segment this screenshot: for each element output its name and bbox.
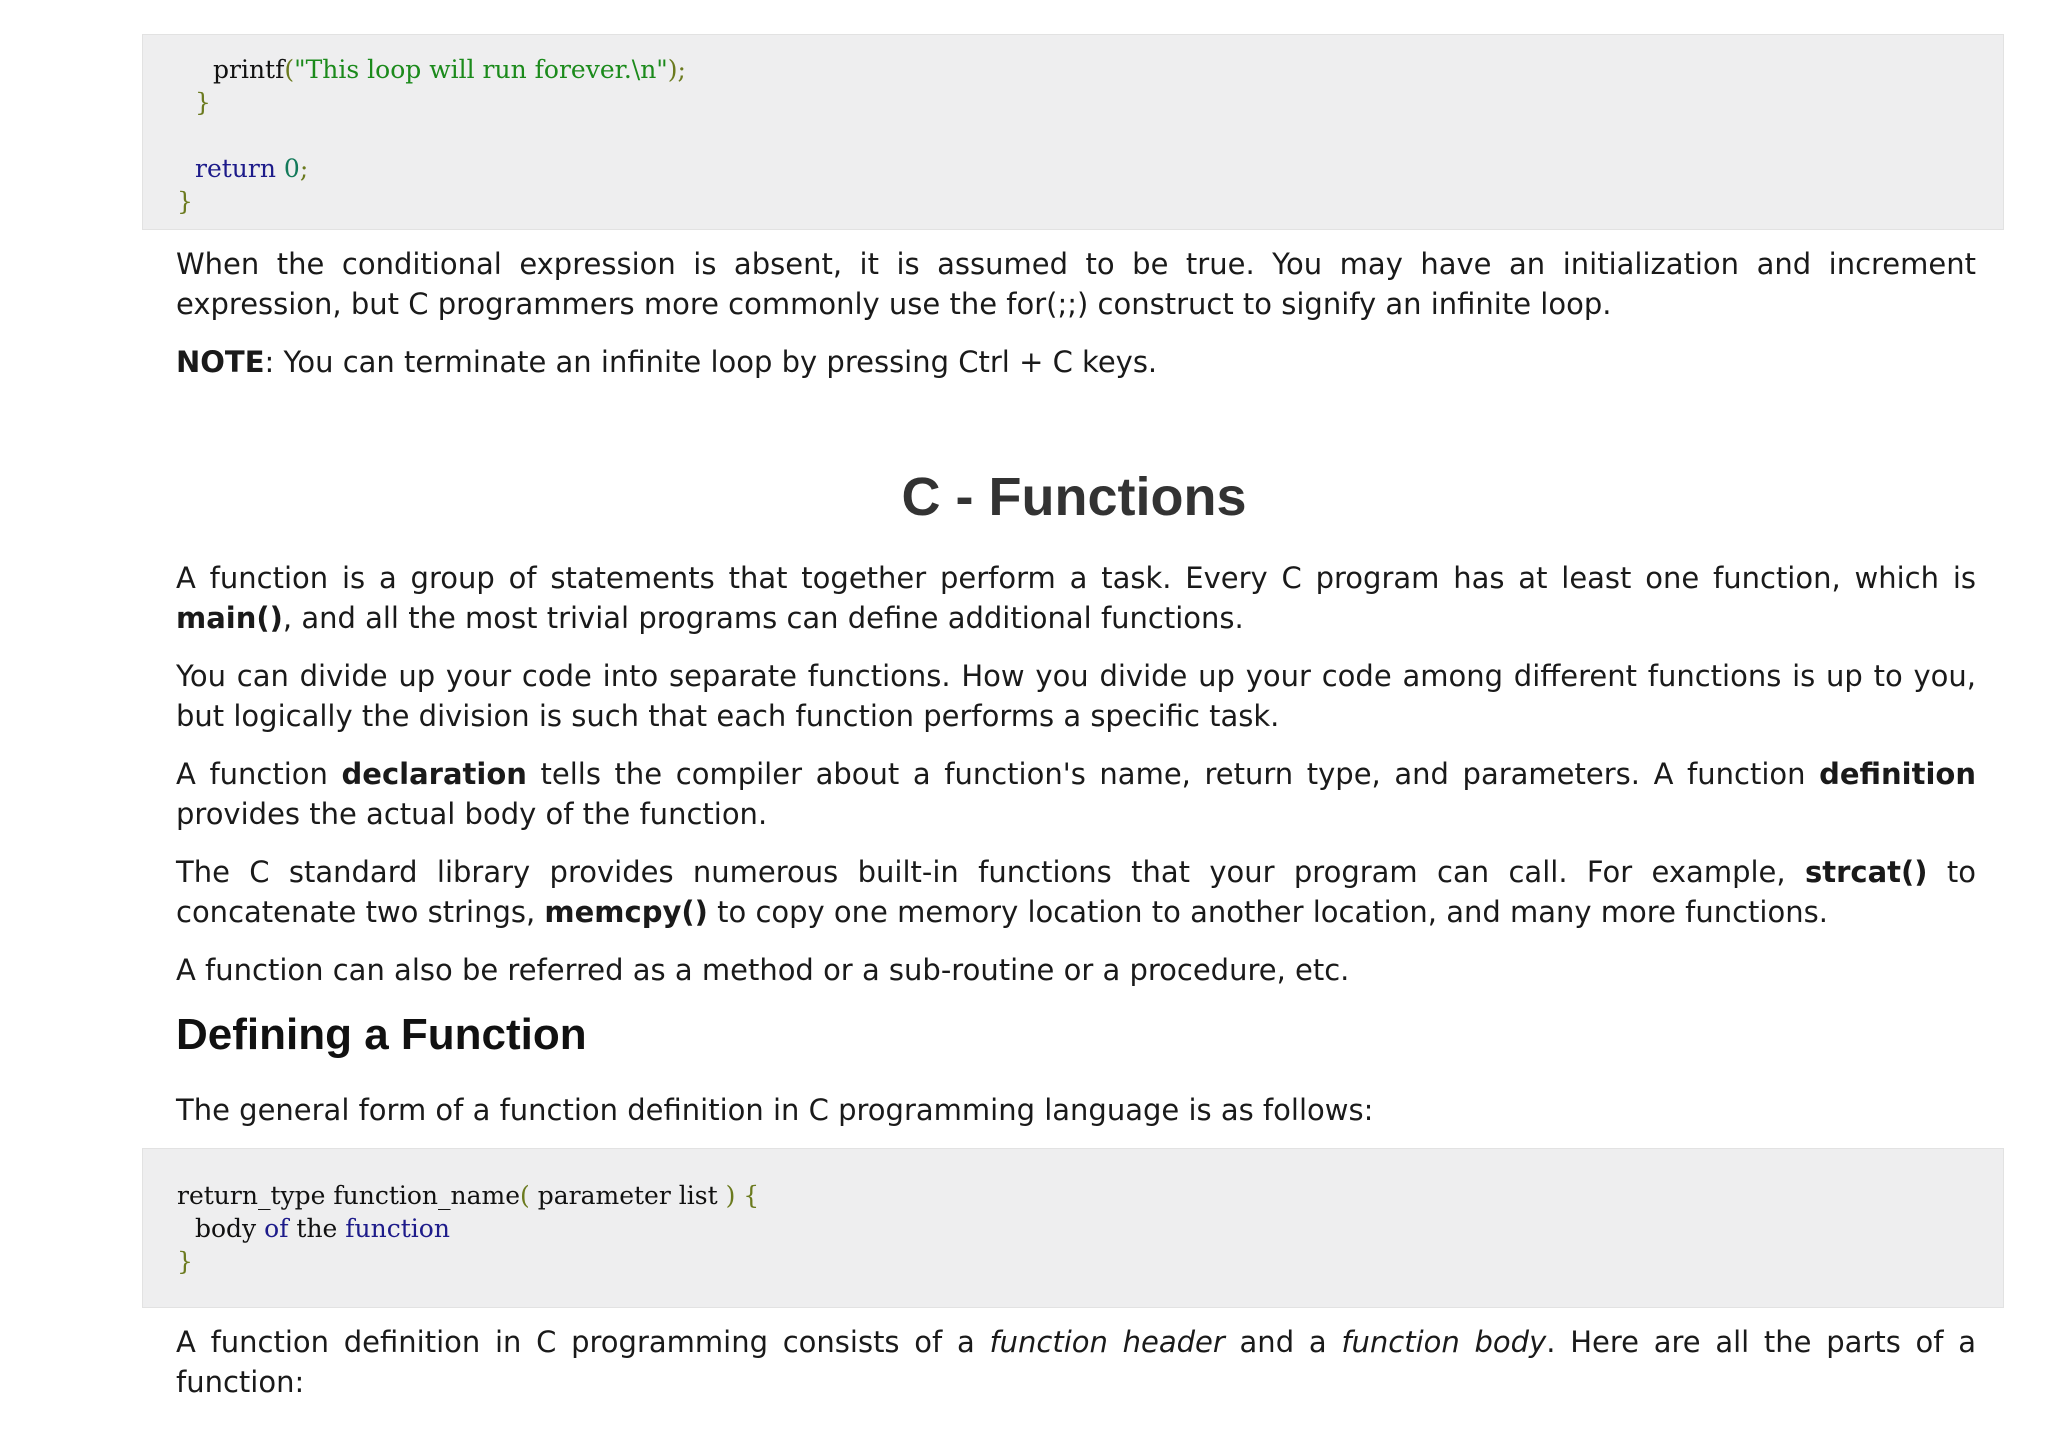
code-token-brace: } — [177, 187, 193, 216]
text: to concatenate two strings, — [176, 855, 1976, 929]
paragraph-divide: You can divide up your code into separate functions. How you divide up your code among different functions is up to you, but logically the division is such that each function performs a specific task. — [176, 659, 1976, 733]
code-token-text: parameter list — [529, 1181, 726, 1210]
text: to copy one memory location to another location, and many more functions. — [707, 895, 1828, 929]
note-text: : You can terminate an infinite loop by pressing Ctrl + C keys. — [264, 345, 1158, 379]
note-label: NOTE — [176, 345, 265, 379]
code-token-number: 0 — [283, 154, 300, 183]
paragraph-declaration — [176, 754, 1976, 834]
code-token-text: the — [288, 1214, 346, 1243]
note-paragraph — [176, 342, 1976, 382]
code-token-keyword: of — [264, 1214, 289, 1243]
code-line — [177, 53, 2003, 86]
text: tells the compiler about a function's name, return type, and parameters. A function — [526, 757, 1820, 791]
paragraph-stdlib — [176, 852, 1976, 932]
section-heading: Defining a Function — [176, 1010, 587, 1059]
code-token-punct: ( — [520, 1181, 530, 1210]
text: and a — [1224, 1325, 1342, 1359]
bold-term: definition — [1819, 757, 1976, 791]
paragraph-function-parts — [176, 1322, 1976, 1402]
code-line-blank — [177, 119, 2003, 152]
code-line — [177, 1245, 2003, 1278]
code-line — [177, 185, 2003, 218]
code-token-punct: ); — [667, 55, 686, 84]
bold-term: memcpy() — [544, 895, 708, 929]
code-token-text: return_type function_name — [177, 1181, 521, 1210]
text: provides the actual body of the function. — [176, 797, 768, 831]
code-token-punct: ( — [284, 55, 295, 84]
paragraph-general-form: The general form of a function definition in C programming language is as follows: — [176, 1093, 1374, 1127]
code-token-string: "This loop will run forever.\n" — [294, 55, 668, 84]
text: The C standard library provides numerous built-in functions that your program can call. For example, — [176, 855, 1805, 889]
code-token-punct: ) { — [725, 1181, 760, 1210]
code-line — [177, 1179, 2003, 1212]
paragraph-function-intro — [176, 558, 1976, 638]
italic-term: function body — [1341, 1325, 1547, 1359]
code-token-function: printf — [213, 55, 285, 84]
code-token-keyword: function — [345, 1214, 450, 1243]
bold-term: declaration — [341, 757, 527, 791]
bold-term: strcat() — [1804, 855, 1928, 889]
text: A function definition in C programming consists of a — [176, 1325, 990, 1359]
code-token-punct: ; — [299, 154, 309, 183]
code-block-infinite-loop — [142, 34, 2004, 230]
code-line — [177, 86, 2003, 119]
paragraph-conditional: When the conditional expression is absent, it is assumed to be true. You may have an initialization and increment expression, but C programmers more commonly use the for(;;) construct to signify an infinite loop. — [176, 247, 1976, 321]
code-token-keyword: return — [195, 154, 276, 183]
text: , and all the most trivial programs can define additional functions. — [282, 601, 1244, 635]
code-token-brace: } — [177, 1247, 193, 1276]
code-block-function-form — [142, 1148, 2004, 1308]
code-token-brace: } — [195, 88, 211, 117]
code-line — [177, 1212, 2003, 1245]
code-token-text: body — [195, 1214, 265, 1243]
text: A function — [176, 757, 342, 791]
code-line — [177, 152, 2003, 185]
paragraph-method: A function can also be referred as a method or a sub-routine or a procedure, etc. — [176, 953, 1350, 987]
italic-term: function header — [989, 1325, 1225, 1359]
text: . Here are all the parts of a function: — [176, 1325, 1976, 1399]
bold-term: main() — [176, 601, 283, 635]
page-title: C - Functions — [901, 467, 1247, 527]
text: A function is a group of statements that together perform a task. Every C program has at least one function, which is — [176, 561, 1976, 595]
